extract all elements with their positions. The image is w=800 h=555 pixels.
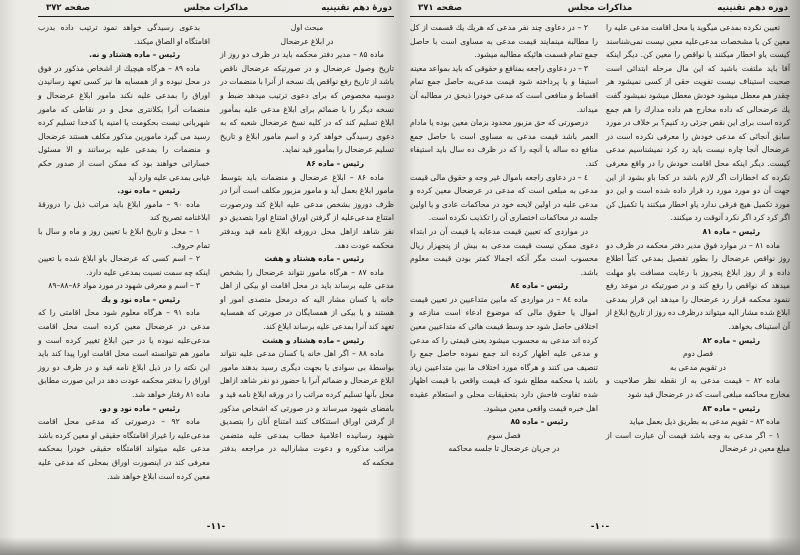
- speaker-line: رئیس – ماده ۸۲: [702, 335, 760, 345]
- page-footer-number: -۱۰-: [590, 522, 610, 532]
- section-heading: در جریان عرضحال تا جلسه محاکمه: [448, 444, 560, 454]
- paragraph: ۲ – در دعاوی چند نفر مدعی که هریك یك قسمت از کل را مطالبه مینمایند قیمت مدعی به مساوی است با حاصل جمع تمام قسمت هائیکه مطالبه میشود.: [410, 23, 598, 60]
- paragraph: در مواردی که تعیین قیمت مدعابه یا قیمت آن در ابتداء دعوی ممکن نیست قیمت مدعی به بیش از پنجهزار ریال محسوب است مگر آنکه اجمالا کمتر بودن قیمت معلوم باشد.: [410, 226, 598, 277]
- section-heading: در تقویم مدعی به: [670, 362, 726, 372]
- paragraph: ماده ۸۳ – تقویم مدعی به بطریق ذیل بعمل میاید: [629, 417, 780, 427]
- speaker-line: رئیس – ماده هشتاد و نه.: [88, 50, 180, 60]
- speaker-line: رئیس – ماده ۸۱: [702, 226, 760, 236]
- section-heading: در ابلاغ عرضحال: [280, 36, 334, 46]
- speaker-line: رئیس – ماده نود و یك: [100, 294, 180, 304]
- page-number-label: صفحه ۳۷۲: [46, 3, 91, 13]
- page-371: [410, 0, 790, 540]
- publication-title: مذاکرات مجلس: [567, 3, 633, 13]
- paragraph: ماده ۸٤ – در مواردی که مابین متداعیین در تعیین قیمت اموال یا حقوق مالی که موضوع ادعاء است منازعه و اختلافی حاصل شود حد وسط قیمت هائی که متداعیین معین کرده اند مدعی به محسوب میشود یعنی قیمتی را که مدعی و مدعی علیه اظهار کرده اند جمع نموده حاصل جمع را تنصیف می کنند و هرگاه مورد اختلاف ما بین متداعیین زیاد باشد یا محکمه مطلع شود که قیمت واقعی با قیمت اظهار شده تفاوت فاحش دارد بتحقیقات محلی و استعلام عقیده اهل خبره قیمت واقعی معین میشود.: [410, 294, 598, 413]
- page-footer-number: -۱۱-: [206, 522, 226, 532]
- speaker-line: رئیس – ماده ۸۳: [702, 403, 760, 413]
- scan-edge-shadow: [0, 537, 800, 555]
- section-heading: فصل سوم: [487, 430, 521, 440]
- speaker-line: رئیس – ماده هشتاد و هفت: [264, 254, 364, 264]
- paragraph: تعیین نکرده بمدعی میگوید یا محل اقامت مدعی علیه را معین کن یا مشخصات مدعی‌علیه معین نیست نمی‌شناسند کیست یاو اخطار میکنند یا نواقص را معین کن. دیگر اینکه آقا باید ملتفت باشید که این مال مرحله ابتدائی است صحبت استیناف نیست تفویت حقی از کسی نمیشود هر چقدر هم معطل میشود خودش معطل میشود نمیشود گفت یك عرضحالی که داده مخارج هم داده مدارك را هم جمع کرده است برای این نقص جزئی رد کنیم؟ بر خلاف در مورد سابق آنجائی که مدعی خودش را معرفی نکرده است در عرضحال آنجا چاره نیست باید رد کرد نمیشناسیم مدعی کیست. دیگر اینکه محل اقامت خودش را در واقع معرفی نکرده که اخطارات اگر لازم باشد در کجا باو بشود از این جهت آن دو مورد مورد رد قرار داده شده است و این دو مورد تکمیل هیچ فرقی ندارد یاو اخطار میکنند یا تکمیل کن اگر کرد کرد اگر نکرد آنوقت رد میکنند.: [606, 23, 790, 223]
- paragraph: ماده ۹۱ – هرگاه معلوم شود محل اقامتی را که مدعی در عرضحال معین کرده است محل اقامت مدعی‌علیه نبوده یا در حین ابلاغ تغییر کرده است و مامور هم نتوانسته است محل اقامت اورا پیدا کند باید این نکته را در ذیل ابلاغ نامه قید و در ظرف دو روز اوراق را بدفتر محکمه عودت دهد در این صورت مطابق ماده ۸۱ رفتار خواهد شد.: [38, 308, 210, 400]
- page-header: [38, 2, 394, 17]
- speaker-line: رئیس – ماده هشتاد و هشت: [262, 335, 364, 345]
- page-number-label: صفحه ۳۷۱: [418, 3, 463, 13]
- section-heading: فصل دوم: [682, 349, 714, 359]
- session-label: دورهٔ دهم تقنینیه: [321, 3, 392, 13]
- paragraph: ٤ – در دعاوی راجعه باموال غیر وجه و حقوق مالی قیمت مدعی به مبلغی است که مدعی در عرضحال معین کرده و مدعی علیه در اولین لایحه خود در محاکمات عادی و یا اولین جلسه در محاکمات اختصاری آن را تکذیب نکرده است.: [410, 172, 598, 223]
- paragraph: بدعوی رسیدگی خواهد نمود ترتیب داده بدرب اقامتگاه او الصاق میکند.: [38, 23, 210, 46]
- text-column-left: [38, 21, 210, 483]
- publication-title: مذاکرات مجلس: [183, 3, 249, 13]
- paragraph: ماده ۸۹ – هرگاه هیچیك از اشخاص مذکور در فوق در محل نبوده و از همسایه ها نیز کسی تعهد رسانیدن اوراق را بمدعی علیه نکند مامور ابلاغ عرضحال و منضمات آنرا بکلانتری محل و در نقاطی که مامور شهربانی نیست بحکومت یا امنیه یا کدخدا تسلیم کرده رسید می گیرد مامورین مذکور مکلف هستند عرضحال و منضمات را بمدعی علیه برسانند و الا مسئول خساراتی خواهند بود که ممکن است از صدور حکم غیابی بمدعی علیه وارد آید: [38, 63, 210, 182]
- page-372: [38, 0, 394, 540]
- paragraph: ماده ۸۱ – در موارد فوق مدیر دفتر محکمه در ظرف دو روز نواقص عرضحال را بطور تفصیل بمدعی کتباً اطلاع داده و از روز ابلاغ پنجروز با رعایت مسافت باو مهلت میدهد که نواقص را رفع کند و در صورتیکه در موعد رفع ننمود محکمه قرار رد عرضحال را میدهد این قرار بمدعی ابلاغ شده مشار الیه میتواند درظرف ده روز از تاریخ ابلاغ از آن استیناف بخواهد.: [606, 240, 790, 332]
- paragraph: ماده ۹۲ – درصورتی که مدعی محل اقامت مدعی‌علیه را غیراز اقامتگاه حقیقی او معین کرده باشد مدعی علیه میتواند اقامتگاه حقیقی خودرا بمحکمه معرفی کند در اینصورت اوراق بمحلی که مدعی علیه معین کرده است ابلاغ خواهد شد.: [38, 417, 210, 481]
- paragraph: ماده ۸۸ – اگر اهل خانه یا کسان مدعی علیه نتواند بواسطهٔ بی سوادی یا بجهت دیگری رسید بدهند مامور ابلاغ عرضحال و ضمائم آنرا با حضور دو نفر شاهد ازاهل محل بآنها تسلیم کرده مراتب را در ورقه ابلاغ نامه قید و بامضای شهود میرساند و در صورتی که اشخاص مذکور از گرفتن اوراق استنکاف کنند امتناع آنان را بتصدیق شهود رسانیده اعلامیهٔ خطاب بمدعی علیه متضمن مراتب مذکوره و دعوت مشارالیه در مراجعه بدفتر محکمه که: [220, 349, 394, 467]
- paragraph: ماده ۸۵ – مدیر دفتر محکمه باید در ظرف دو روز از تاریخ وصول عرضحال و در صورتیکه عرضحال ناقص باشد از تاریخ رفع نواقص یك نسخه از آنرا با منضمات در دوسیه مخصوص که برای دعوی ترتیب میدهد ضبط و نسخه دیگر را با ضمائم برای ابلاغ مدعی علیه بمأمور ابلاغ تسلیم کند که در کلیه نسخ عرضحال شعبه که به دعوی رسیدگی خواهد کرد و اسم مامور ابلاغ و تاریخ تسلیم عرضحال را بمأمور قید نماید.: [220, 50, 394, 155]
- paragraph: درصورتی که حق مزبور محدود بزمان معین بوده یا مادام العمر باشد قیمت مدعی به مساوی است با حاصل جمع منافع ده ساله یا آنچه را که در ظرف ده سال باید استیفاء کند.: [410, 118, 598, 168]
- paragraph: ماده ۹۰ – مامور ابلاغ باید مراتب ذیل را درورقهٔ ابلاغنامه تصریح کند: [38, 199, 210, 223]
- paragraph: ۱ – اگر مدعی به وجه باشد قیمت آن عبارت است از مبلغ معین در عرضحال: [606, 430, 790, 454]
- speaker-line: رئیس – ماده نود و دو.: [99, 403, 180, 413]
- text-column-left: [410, 21, 598, 456]
- paragraph: ۳ – اسم و معرفی شهود در مورد مواد ۸۶–۸۸–۸۹: [48, 281, 200, 291]
- text-column-right: [220, 21, 394, 470]
- paragraph: ماده ۸۷ – هرگاه مامور نتواند عرضحال را بشخص مدعی علیه برساند باید در محل اقامت او بیکی از اهل خانه یا کسان مشار الیه که درمحل متصدی امور او هستند و یا بیکی از همسایگان در صورتی که همسایه تعهد کند آنرا بمدعی علیه برساند ابلاغ کند.: [220, 267, 394, 332]
- paragraph: ماده ۸۶ – ابلاغ عرضحال و منضمات باید بتوسط مامور ابلاغ بعمل آید و مامور مزبور مکلف است آنرا در ظرف دوروز بشخص مدعی علیه ابلاغ کند ودرصورت امتناع مدعی‌علیه از گرفتن اوراق امتناع اورا بتصدیق دو نفر شاهد ازاهل محل درورقه ابلاغ نامه قید وبدفتر محکمه عودت دهد.: [220, 172, 394, 250]
- page-header: [410, 2, 790, 17]
- speaker-line: رئیس – ماده ۸۵: [510, 417, 568, 427]
- speaker-line: رئیس – ماده ۸٤: [510, 281, 568, 291]
- paragraph: ۲ – اسم کسی که عرضحال باو ابلاغ شده با تعیین اینکه چه سمت نسبت بمدعی علیه دارد.: [38, 254, 210, 277]
- speaker-line: رئیس – ماده نود.: [117, 186, 180, 196]
- speaker-line: رئیس – ماده ۸۶: [306, 158, 364, 168]
- paragraph: ۳ – در دعاوی راجعه بمنافع و حقوقی که باید بمواعد معینه استیفا و یا پرداخته شود قیمت مدعی‌به حاصل جمع تمام اقساط و منافعی است که مدعی خودرا ذیحق در مطالبه آن میداند.: [410, 63, 598, 114]
- section-heading: مبحث اول: [290, 23, 324, 32]
- paragraph: ۱ – محل و تاریخ ابلاغ با تعیین روز و ماه و سال با تمام حروف.: [38, 226, 210, 250]
- text-column-right: [606, 21, 790, 456]
- session-label: دوره دهم تقنینیه: [717, 3, 788, 13]
- paragraph: ماده ۸۲ – قیمت مدعی به از نقطه نظر صلاحیت و مخارج محاکمه مبلغی است که در عرضحال قید شود: [606, 376, 790, 400]
